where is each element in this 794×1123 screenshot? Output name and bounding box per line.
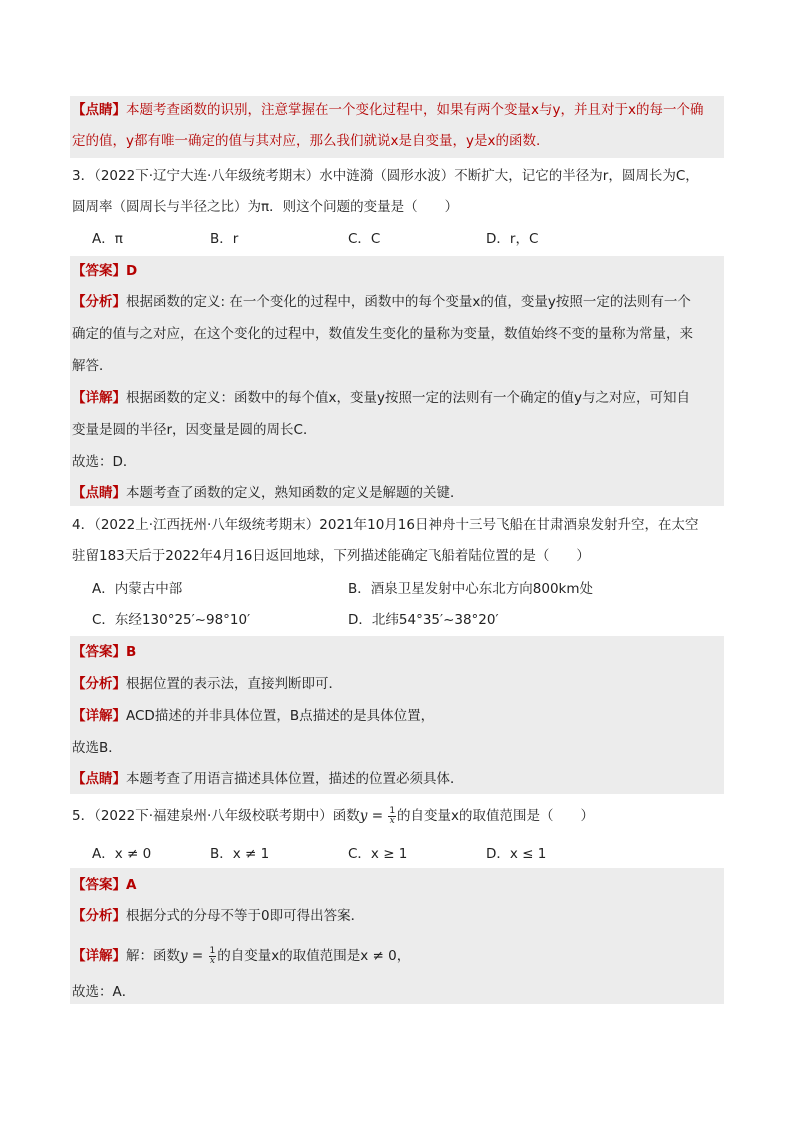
- q3-analysis-line2: 确定的值与之对应，在这个变化的过程中，数值发生变化的量称为变量，数值始终不变的量称为常量，来: [72, 326, 693, 342]
- detail-tag: 【详解】: [72, 708, 126, 724]
- q4-detail: [72, 706, 434, 728]
- q4-answer-value: B: [126, 644, 137, 660]
- q5-frac-num: 1: [389, 805, 396, 816]
- q5-option-a: A．x ≠ 0: [92, 846, 152, 862]
- q5-detail-suffix: 的自变量x的取值范围是x ≠ 0，: [217, 948, 411, 964]
- analysis-tag: 【分析】: [72, 676, 126, 692]
- q4-detail-text: ACD描述的并非具体位置，B点描述的是具体位置，: [126, 708, 435, 724]
- q4-stem-line1: 4．（2022上·江西抚州·八年级统考期末）2021年10月16日神舟十三号飞船在甘肃酒泉发射升空，在太空: [72, 517, 699, 533]
- q4-option-d: D．北纬54°35′~38°20′: [348, 612, 499, 628]
- q2-comment-text1: 本题考查函数的识别，注意掌握在一个变化过程中，如果有两个变量x与y，并且对于x的每一个确: [126, 102, 704, 118]
- q3-comment-text: 本题考查了函数的定义，熟知函数的定义是解题的关键．: [126, 485, 464, 501]
- q3-option-d: D．r，C: [486, 231, 539, 247]
- q4-analysis: [72, 674, 342, 696]
- q3-answer: [72, 261, 137, 283]
- q5-detail-func: y =: [180, 948, 208, 964]
- q3-option-b: B．r: [210, 231, 239, 247]
- q5-detail-prefix: 解：函数: [126, 948, 180, 964]
- q5-detail: [72, 946, 410, 968]
- q4-option-b: B．酒泉卫星发射中心东北方向800km处: [348, 581, 593, 597]
- q4-option-a: A．内蒙古中部: [92, 581, 183, 597]
- q5-answer-value: A: [126, 877, 137, 893]
- q3-option-a: A．π: [92, 231, 123, 247]
- q4-answer: [72, 642, 136, 664]
- q3-stem-line1: 3．（2022下·辽宁大连·八年级统考期末）水中涟漪（圆形水波）不断扩大，记它的半径为r，圆周长为C，: [72, 168, 699, 184]
- comment-tag: 【点睛】: [72, 485, 126, 501]
- q3-analysis-line1: [72, 292, 691, 314]
- analysis-tag: 【分析】: [72, 908, 126, 924]
- comment-tag: 【点睛】: [72, 102, 126, 118]
- q4-comment-text: 本题考查了用语言描述具体位置，描述的位置必须具体．: [126, 771, 464, 787]
- q3-analysis-line3: 解答．: [72, 358, 113, 374]
- q4-comment: [72, 769, 464, 791]
- q3-detail-text1: 根据函数的定义：函数中的每个值x，变量y按照一定的法则有一个确定的值y与之对应，可知自: [126, 390, 690, 406]
- q5-option-b: B．x ≠ 1: [210, 846, 270, 862]
- q5-analysis: [72, 906, 364, 928]
- q5-choice: 故选：A．: [72, 984, 136, 1000]
- q5-stem-fraction: [388, 807, 396, 826]
- q5-stem: [72, 806, 594, 828]
- q2-comment-line2: 定的值，y都有唯一确定的值与其对应，那么我们就说x是自变量，y是x的函数.: [72, 133, 541, 149]
- q3-comment: [72, 483, 464, 505]
- q4-stem-line2: 驻留183天后于2022年4月16日返回地球，下列描述能确定飞船着陆位置的是（ ）: [72, 548, 590, 564]
- answer-tag: 【答案】: [72, 263, 126, 279]
- q3-stem-line2: 圆周率（圆周长与半径之比）为π．则这个问题的变量是（ ）: [72, 199, 459, 215]
- q5-detail-fraction: [209, 947, 217, 966]
- q4-choice: 故选B．: [72, 740, 122, 756]
- q3-answer-value: D: [126, 263, 138, 279]
- detail-tag: 【详解】: [72, 390, 126, 406]
- q4-analysis-text: 根据位置的表示法，直接判断即可．: [126, 676, 342, 692]
- detail-tag: 【详解】: [72, 948, 126, 964]
- q5-detail-frac-den: x: [209, 955, 215, 966]
- comment-tag: 【点睛】: [72, 771, 126, 787]
- q5-answer: [72, 875, 136, 897]
- q3-detail-line1: [72, 388, 690, 410]
- answer-tag: 【答案】: [72, 644, 126, 660]
- q5-stem-func: y =: [359, 808, 388, 824]
- answer-tag: 【答案】: [72, 877, 126, 893]
- q5-stem-suffix: 的自变量x的取值范围是（ ）: [397, 808, 595, 824]
- analysis-tag: 【分析】: [72, 294, 126, 310]
- q5-frac-den: x: [389, 815, 395, 826]
- q3-choice: 故选：D．: [72, 454, 137, 470]
- q2-comment-line1: [72, 100, 703, 122]
- q5-analysis-text: 根据分式的分母不等于0即可得出答案．: [126, 908, 365, 924]
- q5-option-c: C．x ≥ 1: [348, 846, 408, 862]
- q4-option-c: C．东经130°25′~98°10′: [92, 612, 251, 628]
- q5-option-d: D．x ≤ 1: [486, 846, 547, 862]
- q5-solution-block: [70, 868, 724, 1004]
- q3-analysis-text1: 根据函数的定义: 在一个变化的过程中，函数中的每个变量x的值，变量y按照一定的法则有一个: [126, 294, 691, 310]
- q3-detail-line2: 变量是圆的半径r，因变量是圆的周长C．: [72, 422, 317, 438]
- q5-detail-frac-num: 1: [209, 945, 216, 956]
- q3-option-c: C．C: [348, 231, 381, 247]
- q5-stem-prefix: 5．（2022下·福建泉州·八年级校联考期中）函数: [72, 808, 360, 824]
